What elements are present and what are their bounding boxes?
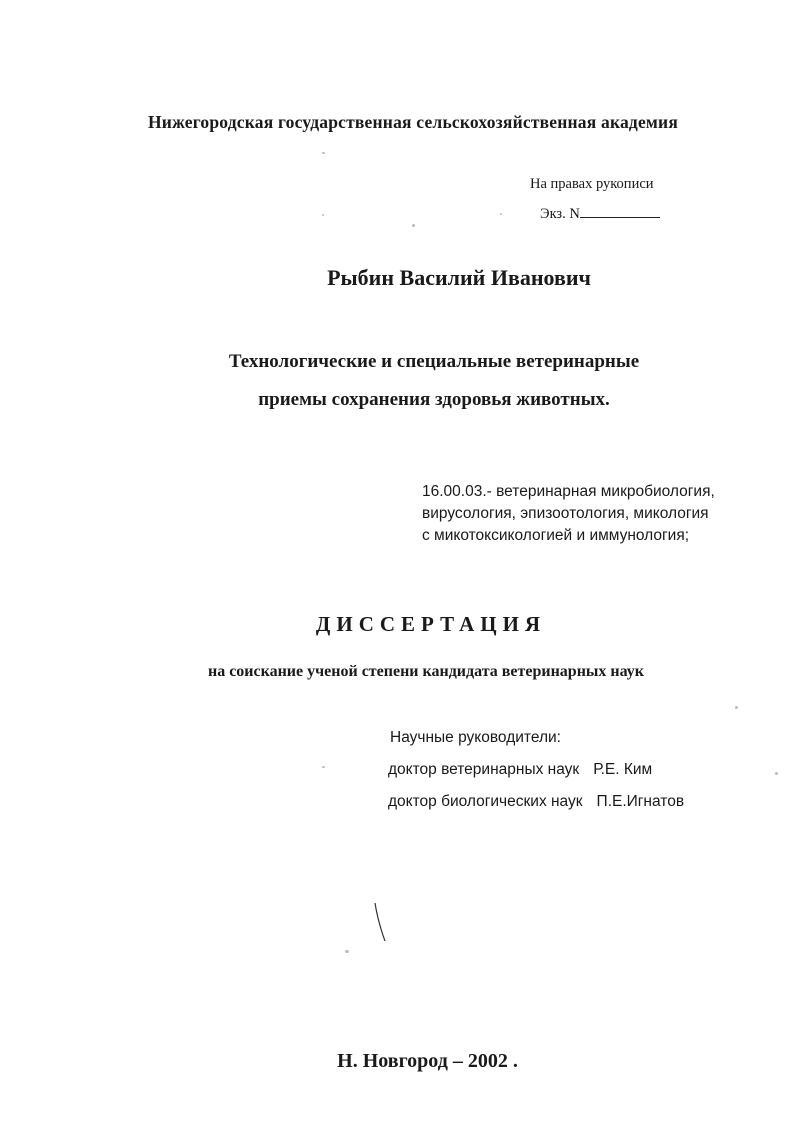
copy-number-blank [580, 203, 660, 218]
scan-speck [412, 224, 415, 227]
supervisor-1-title: доктор ветеринарных наук [388, 761, 580, 778]
supervisors-heading: Научные руководители: [390, 729, 561, 746]
institution-name: Нижегородская государственная сельскохозяйственная академия [147, 112, 679, 132]
supervisor-2-name: П.Е.Игнатов [596, 793, 685, 810]
supervisor-1-name: Р.Е. Ким [593, 761, 653, 778]
copy-number [540, 203, 660, 223]
supervisor-2-title: доктор биологических наук [388, 793, 583, 810]
author-name: Рыбин Василий Иванович [327, 265, 591, 290]
degree-statement: на соискание ученой степени кандидата ветеринарных наук [207, 663, 645, 680]
specialty-line-3: с микотоксикологией и иммунология; [422, 527, 690, 544]
specialty-line-1: 16.00.03.- ветеринарная микробиология, [422, 483, 715, 500]
scan-speck [322, 766, 325, 768]
document-type-heading: ДИССЕРТАЦИЯ [315, 612, 547, 636]
manuscript-rights-note: На правах рукописи [530, 176, 654, 192]
supervisor-2 [388, 793, 684, 811]
scan-speck [322, 214, 324, 216]
dissertation-title-line-2: приемы сохранения здоровья животных. [258, 389, 610, 410]
scan-speck [322, 152, 325, 154]
scan-speck [500, 213, 502, 215]
dissertation-title-line-1: Технологические и специальные ветеринарные [228, 351, 640, 372]
supervisor-1 [388, 761, 652, 779]
scan-speck [775, 772, 778, 775]
scan-speck [345, 950, 349, 953]
specialty-line-2: вирусология, эпизоотология, микология [422, 505, 709, 522]
city-and-year: Н. Новгород – 2002 . [337, 1050, 518, 1072]
copy-number-label: Экз. N [540, 206, 580, 222]
pen-stroke-mark [374, 902, 386, 942]
scan-speck [735, 706, 738, 709]
